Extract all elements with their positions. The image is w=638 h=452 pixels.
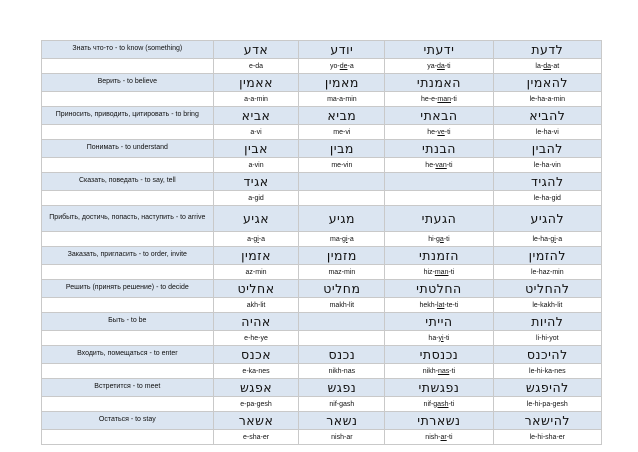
syllable-text: ma-: [329, 235, 343, 243]
empty-label-cell: [42, 265, 214, 280]
transliteration-cell: [213, 430, 299, 445]
hebrew-form-cell: להישאר: [493, 412, 601, 430]
stressed-syllable: gash: [433, 400, 449, 408]
hebrew-form-cell: נפגש: [299, 379, 385, 397]
verb-conjugation-table: [41, 40, 602, 445]
empty-label-cell: [42, 364, 214, 379]
transliteration-cell: [385, 265, 493, 280]
syllable-text: le-ha-: [532, 235, 551, 243]
transliteration-row: [42, 364, 602, 379]
empty-label-cell: [42, 158, 214, 173]
transliteration-cell: [493, 125, 601, 140]
hebrew-form-cell: אדע: [213, 41, 299, 59]
syllable-text: e-da: [249, 62, 264, 70]
empty-label-cell: [42, 232, 214, 247]
transliteration-cell: [493, 232, 601, 247]
transliteration-row: [42, 125, 602, 140]
stressed-syllable: ga: [436, 235, 444, 243]
transliteration-cell: [493, 364, 601, 379]
syllable-text: -ti: [443, 235, 450, 243]
hebrew-form-cell: אחליט: [213, 280, 299, 298]
hebrew-form-cell: [385, 173, 493, 191]
transliteration-row: [42, 191, 602, 206]
transliteration-row: [42, 265, 602, 280]
syllable-text: a-vi: [250, 128, 262, 136]
syllable-text: -ti: [451, 95, 457, 103]
stressed-syllable: gi: [253, 235, 259, 243]
syllable-text: -at: [551, 62, 560, 70]
hebrew-form-cell: אכנס: [213, 346, 299, 364]
syllable-text: hi-: [428, 235, 436, 243]
empty-label-cell: [42, 397, 214, 412]
syllable-text: le-ha-a-min: [529, 95, 565, 103]
syllable-text: le-ha-gid: [533, 194, 561, 202]
verb-meaning-label: Остаться - to stay: [42, 412, 214, 430]
stressed-syllable: gi: [550, 235, 556, 243]
hebrew-form-cell: אביא: [213, 107, 299, 125]
hebrew-form-cell: אגיד: [213, 173, 299, 191]
transliteration-cell: [299, 158, 385, 173]
transliteration-row: [42, 59, 602, 74]
hebrew-form-cell: להזמין: [493, 247, 601, 265]
hebrew-form-cell: ידעתי: [385, 41, 493, 59]
syllable-text: le-kakh-lit: [532, 301, 563, 309]
hebrew-form-cell: אפגש: [213, 379, 299, 397]
syllable-text: -a: [347, 235, 354, 243]
stressed-syllable: da: [436, 62, 445, 70]
stressed-syllable: de: [339, 62, 348, 70]
transliteration-cell: [493, 298, 601, 313]
hebrew-form-cell: לדעת: [493, 41, 601, 59]
syllable-text: li-hi-yot: [536, 334, 559, 342]
hebrew-form-cell: אבין: [213, 140, 299, 158]
syllable-text: ha-: [428, 334, 439, 342]
transliteration-row: [42, 331, 602, 346]
syllable-text: le-hi-pa-gesh: [526, 400, 568, 408]
transliteration-cell: [493, 59, 601, 74]
syllable-text: me-vi: [333, 128, 351, 136]
hebrew-form-cell: להגיע: [493, 206, 601, 232]
syllable-text: maz-min: [328, 268, 356, 276]
verb-meaning-label: Входить, помещаться - to enter: [42, 346, 214, 364]
stressed-syllable: man: [437, 95, 451, 103]
transliteration-cell: [493, 265, 601, 280]
transliteration-cell: [299, 191, 385, 206]
syllable-text: yo-: [329, 62, 340, 70]
hebrew-form-cell: הייתי: [385, 313, 493, 331]
empty-label-cell: [42, 92, 214, 107]
hebrew-form-cell: להיפגש: [493, 379, 601, 397]
hebrew-form-cell: אשאר: [213, 412, 299, 430]
transliteration-row: [42, 158, 602, 173]
hebrew-form-cell: הבנתי: [385, 140, 493, 158]
transliteration-cell: [385, 59, 493, 74]
syllable-text: -ti: [444, 128, 451, 136]
transliteration-cell: [385, 397, 493, 412]
transliteration-cell: [493, 331, 601, 346]
syllable-text: nif-gash: [329, 400, 355, 408]
transliteration-cell: [299, 364, 385, 379]
syllable-text: nikh-: [422, 367, 438, 375]
syllable-text: he-: [427, 128, 438, 136]
syllable-text: ya-: [427, 62, 437, 70]
hebrew-form-cell: מביא: [299, 107, 385, 125]
transliteration-row: [42, 397, 602, 412]
stressed-syllable: lat: [436, 301, 445, 309]
transliteration-cell: [385, 298, 493, 313]
verb-row: [42, 313, 602, 331]
syllable-text: -a: [555, 235, 563, 243]
syllable-text: he-: [425, 161, 436, 169]
transliteration-cell: [493, 92, 601, 107]
transliteration-cell: [493, 397, 601, 412]
verb-meaning-label: Приносить, приводить, цитировать - to bring: [42, 107, 214, 125]
verb-table-body: [42, 41, 602, 445]
verb-row: [42, 140, 602, 158]
transliteration-cell: [385, 191, 493, 206]
empty-label-cell: [42, 125, 214, 140]
empty-label-cell: [42, 191, 214, 206]
hebrew-form-cell: נכנס: [299, 346, 385, 364]
verb-table-sheet: [41, 40, 602, 445]
verb-meaning-label: Встретится - to meet: [42, 379, 214, 397]
syllable-text: -a: [258, 235, 265, 243]
verb-row: [42, 74, 602, 92]
verb-row: [42, 280, 602, 298]
empty-label-cell: [42, 59, 214, 74]
syllable-text: a-a-min: [244, 95, 268, 103]
transliteration-cell: [299, 232, 385, 247]
transliteration-row: [42, 430, 602, 445]
transliteration-cell: [213, 331, 299, 346]
transliteration-row: [42, 298, 602, 313]
empty-label-cell: [42, 331, 214, 346]
hebrew-form-cell: אגיע: [213, 206, 299, 232]
transliteration-cell: [385, 364, 493, 379]
hebrew-form-cell: מגיע: [299, 206, 385, 232]
verb-meaning-label: Знать что-то - to know (something): [42, 41, 214, 59]
hebrew-form-cell: מזמין: [299, 247, 385, 265]
transliteration-cell: [213, 59, 299, 74]
hebrew-form-cell: להביא: [493, 107, 601, 125]
syllable-text: me-vin: [331, 161, 353, 169]
verb-meaning-label: Понимать - to understand: [42, 140, 214, 158]
verb-meaning-label: Верить - to believe: [42, 74, 214, 92]
syllable-text: nikh-nas: [328, 367, 356, 375]
transliteration-cell: [299, 397, 385, 412]
transliteration-cell: [213, 232, 299, 247]
transliteration-cell: [385, 331, 493, 346]
syllable-text: le-hi-ka-nes: [529, 367, 566, 375]
hebrew-form-cell: אאמין: [213, 74, 299, 92]
transliteration-cell: [299, 125, 385, 140]
verb-row: [42, 247, 602, 265]
empty-label-cell: [42, 430, 214, 445]
syllable-text: nish-ar: [331, 433, 353, 441]
syllable-text: -ti: [449, 367, 456, 375]
syllable-text: -te-ti: [444, 301, 459, 309]
transliteration-cell: [299, 265, 385, 280]
transliteration-cell: [213, 125, 299, 140]
syllable-text: ma-a-min: [327, 95, 357, 103]
verb-meaning-label: Быть - to be: [42, 313, 214, 331]
syllable-text: le-ha-vin: [533, 161, 561, 169]
syllable-text: e-pa-gesh: [240, 400, 272, 408]
syllable-text: a-vin: [248, 161, 264, 169]
syllable-text: az-min: [245, 268, 267, 276]
transliteration-cell: [493, 191, 601, 206]
syllable-text: a-: [247, 235, 254, 243]
verb-meaning-label: Заказать, пригласить - to order, invite: [42, 247, 214, 265]
syllable-text: -ti: [444, 62, 451, 70]
syllable-text: la-: [535, 62, 544, 70]
stressed-syllable: ve: [437, 128, 445, 136]
stressed-syllable: da: [543, 62, 551, 70]
syllable-text: -ti: [448, 268, 455, 276]
syllable-text: nif-: [423, 400, 434, 408]
transliteration-cell: [385, 125, 493, 140]
syllable-text: -ti: [448, 400, 455, 408]
syllable-text: hiz-: [423, 268, 435, 276]
hebrew-form-cell: אהיה: [213, 313, 299, 331]
transliteration-cell: [213, 191, 299, 206]
hebrew-form-cell: אזמין: [213, 247, 299, 265]
transliteration-row: [42, 92, 602, 107]
syllable-text: -ti: [446, 161, 453, 169]
syllable-text: -ti: [443, 334, 450, 342]
stressed-syllable: nas: [437, 367, 450, 375]
verb-meaning-label: Решить (принять решение) - to decide: [42, 280, 214, 298]
transliteration-cell: [299, 92, 385, 107]
syllable-text: e-sha-er: [243, 433, 270, 441]
transliteration-cell: [213, 265, 299, 280]
syllable-text: le-haz-min: [530, 268, 564, 276]
transliteration-cell: [299, 430, 385, 445]
transliteration-cell: [213, 298, 299, 313]
hebrew-form-cell: הזמנתי: [385, 247, 493, 265]
stressed-syllable: gi: [342, 235, 348, 243]
verb-row: [42, 379, 602, 397]
verb-row: [42, 206, 602, 232]
stressed-syllable: ar: [440, 433, 447, 441]
transliteration-cell: [213, 158, 299, 173]
hebrew-form-cell: מחליט: [299, 280, 385, 298]
verb-row: [42, 107, 602, 125]
verb-row: [42, 41, 602, 59]
hebrew-form-cell: מאמין: [299, 74, 385, 92]
verb-meaning-label: Прибыть, достичь, попасть, наступить - to arrive: [42, 206, 214, 232]
stressed-syllable: man: [434, 268, 449, 276]
syllable-text: akh-lit: [246, 301, 266, 309]
hebrew-form-cell: יודע: [299, 41, 385, 59]
hebrew-form-cell: נשאר: [299, 412, 385, 430]
syllable-text: nish-: [425, 433, 441, 441]
syllable-text: -a: [347, 62, 354, 70]
transliteration-cell: [385, 232, 493, 247]
syllable-text: -ti: [446, 433, 453, 441]
stressed-syllable: yi: [438, 334, 444, 342]
transliteration-cell: [299, 59, 385, 74]
verb-row: [42, 412, 602, 430]
verb-row: [42, 173, 602, 191]
transliteration-row: [42, 232, 602, 247]
syllable-text: e-ka-nes: [242, 367, 270, 375]
hebrew-form-cell: להיכנס: [493, 346, 601, 364]
transliteration-cell: [493, 430, 601, 445]
transliteration-cell: [385, 92, 493, 107]
transliteration-cell: [299, 331, 385, 346]
transliteration-cell: [213, 397, 299, 412]
hebrew-form-cell: להחליט: [493, 280, 601, 298]
syllable-text: he-e-: [421, 95, 438, 103]
hebrew-form-cell: מבין: [299, 140, 385, 158]
hebrew-form-cell: החלטתי: [385, 280, 493, 298]
hebrew-form-cell: הבאתי: [385, 107, 493, 125]
hebrew-form-cell: הגעתי: [385, 206, 493, 232]
empty-label-cell: [42, 298, 214, 313]
hebrew-form-cell: האמנתי: [385, 74, 493, 92]
hebrew-form-cell: [299, 313, 385, 331]
transliteration-cell: [385, 158, 493, 173]
syllable-text: le-hi-sha-er: [529, 433, 565, 441]
hebrew-form-cell: להאמין: [493, 74, 601, 92]
syllable-text: makh-lit: [329, 301, 355, 309]
hebrew-form-cell: להיות: [493, 313, 601, 331]
hebrew-form-cell: נפגשתי: [385, 379, 493, 397]
hebrew-form-cell: להגיד: [493, 173, 601, 191]
syllable-text: e-he-ye: [244, 334, 268, 342]
transliteration-cell: [213, 92, 299, 107]
verb-row: [42, 346, 602, 364]
syllable-text: le-ha-vi: [535, 128, 559, 136]
transliteration-cell: [493, 158, 601, 173]
hebrew-form-cell: להבין: [493, 140, 601, 158]
verb-meaning-label: Сказать, поведать - to say, tell: [42, 173, 214, 191]
hebrew-form-cell: נשארתי: [385, 412, 493, 430]
transliteration-cell: [213, 364, 299, 379]
hebrew-form-cell: [299, 173, 385, 191]
stressed-syllable: van: [435, 161, 447, 169]
syllable-text: a-gid: [248, 194, 264, 202]
hebrew-form-cell: נכנסתי: [385, 346, 493, 364]
syllable-text: hekh-: [419, 301, 437, 309]
transliteration-cell: [385, 430, 493, 445]
transliteration-cell: [299, 298, 385, 313]
